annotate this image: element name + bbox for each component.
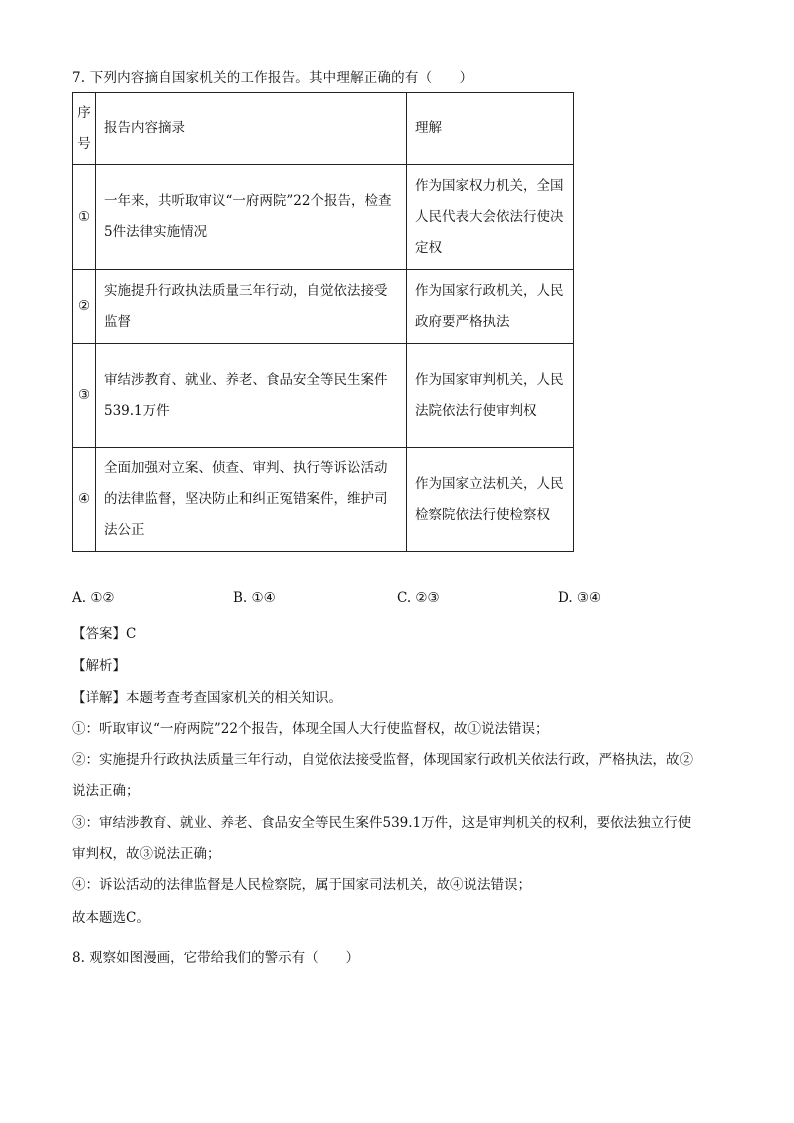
detail-line: 【详解】本题考查考查国家机关的相关知识。	[72, 690, 342, 706]
header-serial-line2: 号	[77, 135, 91, 152]
row-understanding: 作为国家行政机关，人民政府要严格执法	[407, 270, 574, 344]
point-2-line-2: 说法正确；	[72, 783, 140, 799]
header-serial-line1: 序	[77, 104, 91, 121]
option-b: B. ①④	[233, 590, 276, 606]
table-row	[73, 165, 574, 270]
row-content: 全面加强对立案、侦查、审判、执行等诉讼活动的法律监督，坚决防止和纠正冤错案件，维护司法公正	[96, 448, 407, 552]
point-3-line-1: ③：审结涉教育、就业、养老、食品安全等民生案件539.1万件，这是审判机关的权利，要依法独立行使	[72, 815, 692, 831]
report-table	[72, 92, 574, 552]
header-understanding: 理解	[407, 93, 574, 165]
point-2-line-1: ②：实施提升行政执法质量三年行动，自觉依法接受监督，体现国家行政机关依法行政，严格执法，故②	[72, 752, 693, 768]
row-understanding: 作为国家立法机关，人民检察院依法行使检察权	[407, 448, 574, 552]
answer-line: 【答案】C	[72, 626, 137, 642]
table-header-row	[73, 93, 574, 165]
point-4: ④：诉讼活动的法律监督是人民检察院，属于国家司法机关，故④说法错误；	[72, 877, 531, 893]
conclusion: 故本题选C。	[72, 910, 150, 926]
table-row	[73, 448, 574, 552]
row-content: 一年来，共听取审议“一府两院”22个报告，检查5件法律实施情况	[96, 165, 407, 270]
row-serial: ②	[73, 270, 96, 344]
row-understanding: 作为国家审判机关，人民法院依法行使审判权	[407, 344, 574, 448]
point-3-line-2: 审判权，故③说法正确；	[72, 846, 221, 862]
row-serial: ③	[73, 344, 96, 448]
option-c: C. ②③	[397, 590, 440, 606]
table-row	[73, 344, 574, 448]
row-content: 实施提升行政执法质量三年行动，自觉依法接受监督	[96, 270, 407, 344]
row-serial: ④	[73, 448, 96, 552]
row-content: 审结涉教育、就业、养老、食品安全等民生案件539.1万件	[96, 344, 407, 448]
point-1: ①：听取审议“一府两院”22个报告，体现全国人大行使监督权，故①说法错误；	[72, 721, 549, 737]
question-8-title: 8. 观察如图漫画，它带给我们的警示有（ ）	[72, 950, 360, 966]
header-content: 报告内容摘录	[96, 93, 407, 165]
row-understanding: 作为国家权力机关，全国人民代表大会依法行使决定权	[407, 165, 574, 270]
row-serial: ①	[73, 165, 96, 270]
table-row	[73, 270, 574, 344]
analysis-label: 【解析】	[72, 658, 126, 674]
question-7-title: 7. 下列内容摘自国家机关的工作报告。其中理解正确的有（ ）	[72, 70, 474, 86]
option-d: D. ③④	[558, 590, 602, 606]
header-serial	[73, 93, 96, 165]
option-a: A. ①②	[72, 590, 115, 606]
